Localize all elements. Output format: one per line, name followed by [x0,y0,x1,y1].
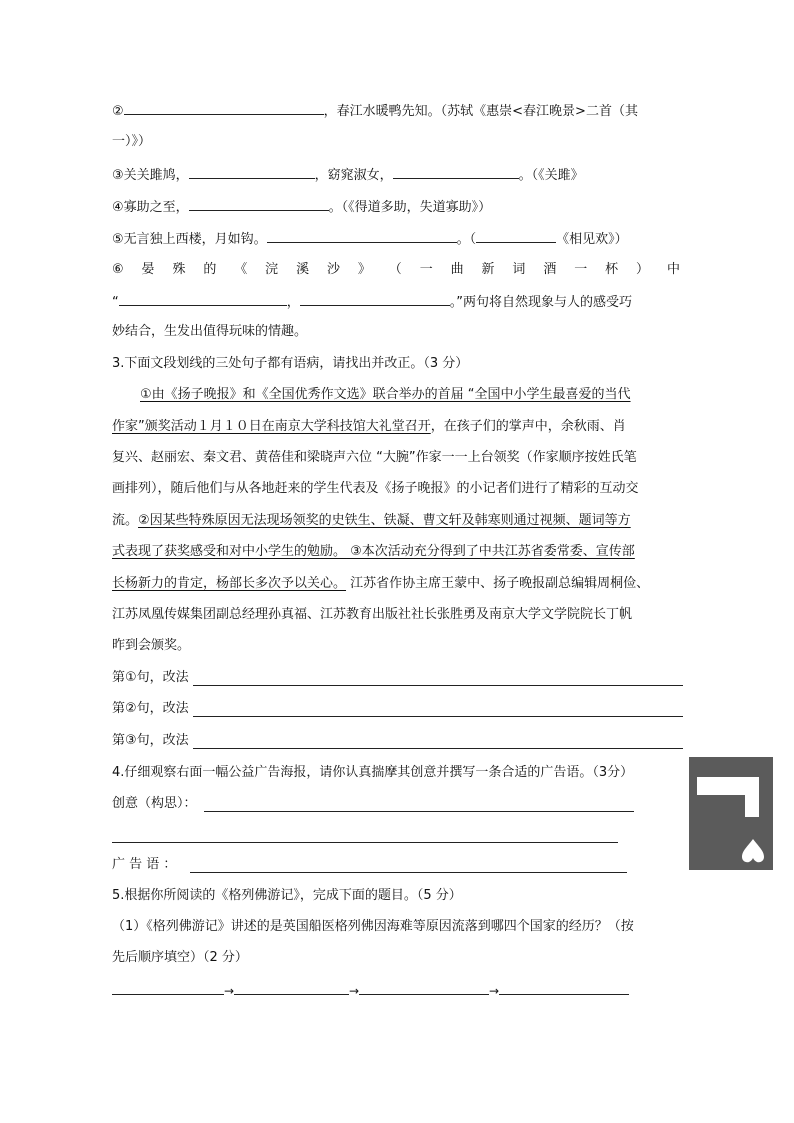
q3-para-line-4: 画排列），随后他们与从各地赶来的学生代表及《扬子晚报》的小记者们进行了精彩的互动交 [112,481,639,496]
arrow-right-icon: → [489,984,500,998]
q3-para-line-5 [112,511,631,531]
arrow-right-icon: → [349,984,360,998]
q2-item-3-text-c: 。（《关雎》 [518,168,584,183]
q2-line-6-char: 一 [419,262,433,277]
q2-item-4-text-a: ④寡助之至， [112,200,189,215]
q2-blank-5b[interactable] [476,228,556,243]
q3-answer-2-label: 第②句，改法 [112,701,189,716]
q3-underlined-sentence-1-end: 作家”颁奖活动１月１０日在南京大学科技馆大礼堂召开 [112,419,431,434]
q2-item-5-text-b: 。（ [456,232,477,247]
arrow-right-icon: → [224,984,235,998]
q2-line-6-char: ） [636,262,650,277]
q2-line-2: 一）》） [112,134,152,149]
q2-item-2-marker: ② [112,104,124,119]
q3-answer-3-label: 第③句，改法 [112,733,189,748]
q2-line-3 [112,164,584,186]
q3-para-text: ，在孩子们的掌声中，余秋雨、肖 [430,419,626,434]
q2-line-6-char: 》 [357,262,371,277]
q2-blank-4[interactable] [189,196,329,211]
q2-line-6-char: 殊 [172,262,186,277]
q2-line-6-char: 晏 [141,262,155,277]
q4-poster [689,757,773,870]
q2-item-6-comma: ， [286,295,300,310]
q3-para-line-8: 江苏凤凰传媒集团副总经理孙真福、江苏教育出版社社长张胜勇及南京大学文学院院长丁帆 [112,607,633,622]
q3-answer-3-line[interactable] [193,748,683,749]
q3-underlined-sentence-1: ①由《扬子晚报》和《全国优秀作文选》联合举办的首届 “全国中小学生最喜爱的当代 [140,387,631,402]
q2-item-4-text-b: 。（《得道多助，失道寡助》） [328,200,492,215]
q2-line-6-char: 新 [481,262,495,277]
q5-sub1-line-1: （1）《格列佛游记》讲述的是英国船医格列佛因海难等原因流落到哪四个国家的经历？（按 [112,919,634,934]
q2-blank-3a[interactable] [189,164,315,179]
q2-line-6-char: ⑥ [112,262,124,277]
q3-para-text: 江苏省作协主席王蒙中、扬子晚报副总编辑周桐俭、 [346,576,650,591]
q3-answer-2-line[interactable] [193,716,683,717]
q5-country-3-blank[interactable] [359,980,489,995]
q2-item-5-text-c: 《相见欢》） [556,232,628,247]
q3-underlined-sentence-2: ②因某些特殊原因无法现场领奖的史铁生、铁凝、曹文轩及韩寒则通过视频、题词等方 [138,513,631,528]
q2-blank-5a[interactable] [267,228,457,243]
q4-idea-line-1[interactable] [204,811,634,812]
q2-line-6-char: 词 [512,262,526,277]
q5-title: 5.根据你所阅读的《格列佛游记》，完成下面的题目。（5 分） [112,888,462,903]
q2-line-6-char: 中 [666,262,680,277]
q4-title: 4.仔细观察右面一幅公益广告海报，请你认真揣摩其创意并撰写一条合适的广告语。（3分） [112,765,634,780]
q2-blank-6b[interactable] [300,291,450,306]
q2-blank-6a[interactable] [119,291,287,306]
q3-para-line-1 [140,385,631,405]
q2-line-6-char: 杯 [605,262,619,277]
q2-item-3-text-a: ③关关雎鸠， [112,168,189,183]
q3-title: 3.下面文段划线的三处句子都有语病，请找出并改正。（3 分） [112,356,469,371]
q2-item-5-text-a: ⑤无言独上西楼，月如钩。 [112,232,267,247]
q2-line-5 [112,228,628,250]
q2-line-6-char: 溪 [296,262,310,277]
q2-line-6-char: 《 [234,262,248,277]
q5-country-2-blank[interactable] [234,980,349,995]
q3-para-line-3: 复兴、赵丽宏、秦文君、黄蓓佳和梁晓声六位 “大腕”作家一一上台领奖（作家顺序按姓氏笔 [112,450,637,465]
q5-sequence [112,980,629,1002]
q2-line-6 [112,260,680,280]
q3-answer-1-label: 第①句，改法 [112,670,189,685]
q2-item-6-open-quote: “ [112,295,119,310]
q3-para-line-9: 昨到会颁奖。 [112,638,191,653]
q3-para-line-2 [112,417,626,437]
q3-underlined-sentence-2-end: 式表现了获奖感受和对中小学生的勉励。 [112,544,347,559]
q2-item-2-text: ，春江水暖鸭先知。（苏轼《惠崇<春江晚景>二首（其 [323,104,638,119]
q3-underlined-sentence-3: ③本次活动充分得到了中共江苏省委常委、宣传部 [346,544,635,559]
q2-item-6-text: 。”两句将自然现象与人的感受巧 [449,295,633,310]
poster-graphic [689,757,773,870]
q2-line-6-char: 一 [574,262,588,277]
q5-country-1-blank[interactable] [112,980,224,995]
q2-line-6-char: 酒 [543,262,557,277]
q3-para-line-6 [112,542,635,562]
q5-country-4-blank[interactable] [499,980,629,995]
q2-line-6-char: 的 [203,262,217,277]
q2-blank-2[interactable] [124,100,324,115]
q3-para-text: 流。 [112,513,139,528]
q3-underlined-sentence-3-end: 长杨新力的肯定，杨部长多次予以关心。 [112,576,347,591]
q4-idea-line-2[interactable] [112,842,618,843]
q3-answer-1-line[interactable] [193,685,683,686]
q2-blank-3b[interactable] [393,164,519,179]
q4-idea-label: 创意（构思）： [112,796,197,811]
q4-slogan-label: 广 告 语 ： [112,857,177,872]
q2-line-7 [112,291,632,313]
q4-slogan-line[interactable] [190,872,627,873]
q2-line-6-char: 浣 [265,262,279,277]
q3-para-line-7 [112,574,649,594]
q5-sub1-line-2: 先后顺序填空）（2 分） [112,950,248,965]
q2-item-3-text-b: ，窈窕淑女， [314,168,393,183]
q2-line-1 [112,100,638,122]
q2-line-6-char: 沙 [326,262,340,277]
q2-line-6-char: 曲 [450,262,464,277]
q2-line-4 [112,196,491,218]
q2-line-6-char: （ [388,262,402,277]
q2-line-8: 妙结合，生发出值得玩味的情趣。 [112,324,308,339]
